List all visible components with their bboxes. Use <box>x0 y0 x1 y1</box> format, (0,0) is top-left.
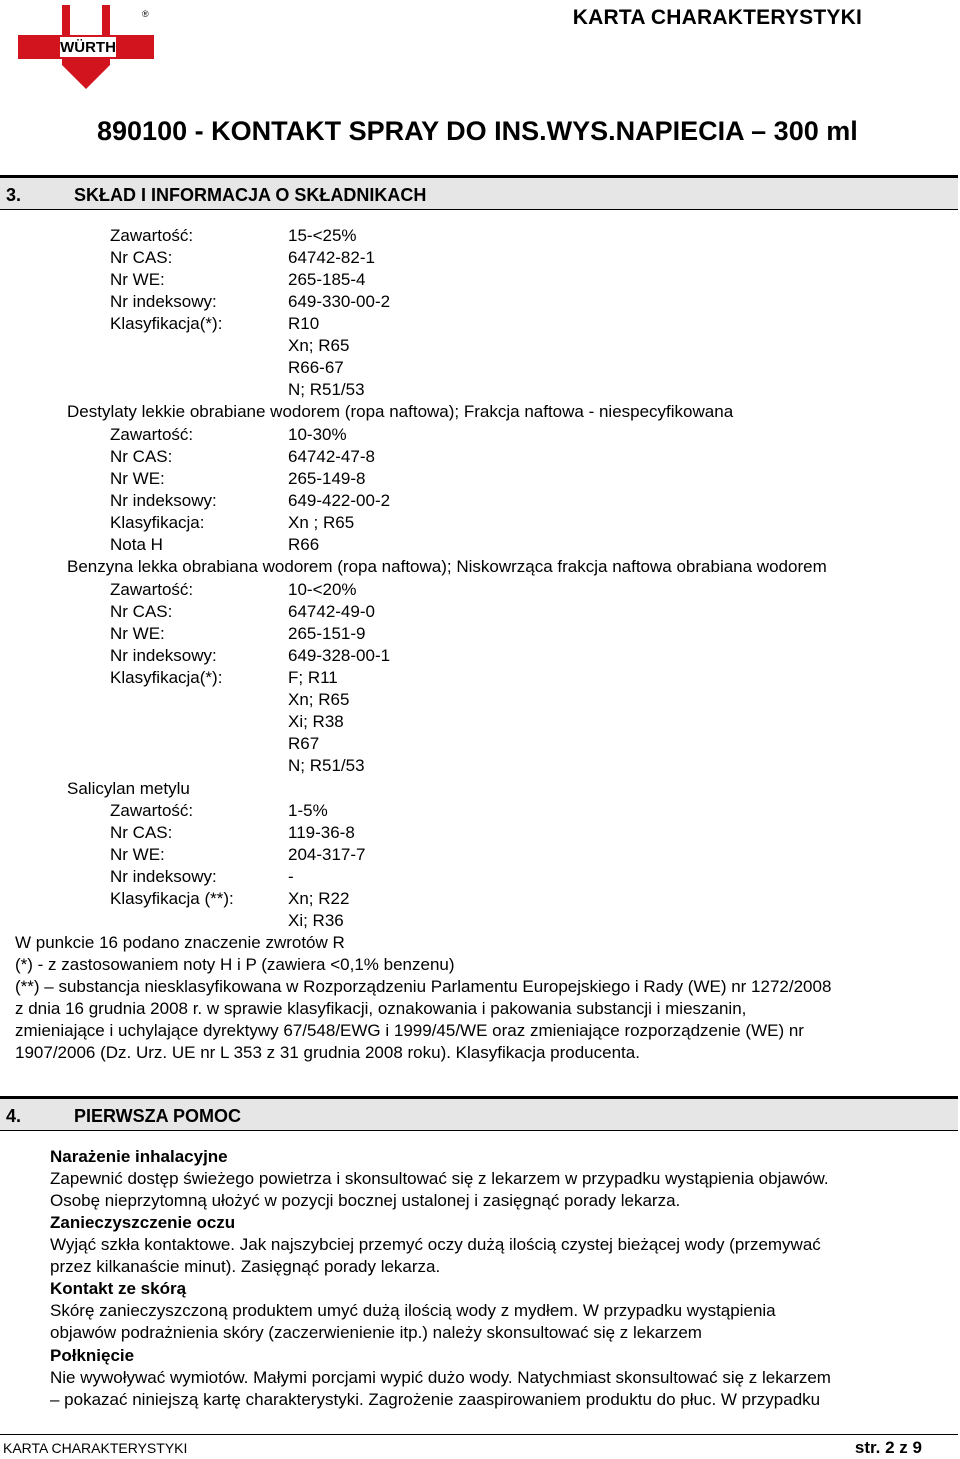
comp4-name: Salicylan metylu <box>67 779 190 798</box>
svg-text:®: ® <box>142 9 149 19</box>
comp4-value: - <box>288 867 294 886</box>
section-3-number: 3. <box>6 185 22 205</box>
comp2-value: 649-422-00-2 <box>288 491 391 510</box>
comp1-value: 265-185-4 <box>288 270 366 289</box>
comp2-label: Nr CAS: <box>110 447 173 466</box>
comp3-value: F; R11 <box>288 668 338 687</box>
comp1-extra: R66-67 <box>288 358 344 377</box>
comp1-value: 649-330-00-2 <box>288 292 391 311</box>
svg-text:WÜRTH: WÜRTH <box>60 39 116 56</box>
comp2-value: 265-149-8 <box>288 469 366 488</box>
note-line: (*) - z zastosowaniem noty H i P (zawiera <0,1% benzenu) <box>15 955 455 974</box>
comp3-label: Klasyfikacja(*): <box>110 668 223 687</box>
comp4-value: 119-36-8 <box>288 823 355 842</box>
comp3-label: Zawartość: <box>110 580 194 599</box>
comp4-label: Nr indeksowy: <box>110 867 217 886</box>
comp3-label: Nr indeksowy: <box>110 646 217 665</box>
section-divider <box>0 1130 958 1131</box>
comp1-label: Zawartość: <box>110 226 194 245</box>
comp1-value: R10 <box>288 314 320 333</box>
comp1-label: Nr indeksowy: <box>110 292 217 311</box>
comp2-label: Nota H <box>110 535 163 554</box>
skin-text: Skórę zanieczyszczoną produktem umyć dużą ilością wody z mydłem. W przypadku wystąpienia <box>50 1301 776 1320</box>
comp4-value: 204-317-7 <box>288 845 366 864</box>
note-line: W punkcie 16 podano znaczenie zwrotów R <box>15 933 345 952</box>
comp3-extra: Xi; R38 <box>288 712 344 731</box>
note-line: 1907/2006 (Dz. Urz. UE nr L 353 z 31 grudnia 2008 roku). Klasyfikacja producenta. <box>15 1043 640 1062</box>
product-title: 890100 - KONTAKT SPRAY DO INS.WYS.NAPIECIA – 300 ml <box>97 116 858 146</box>
comp2-label: Nr WE: <box>110 469 165 488</box>
comp2-label: Nr indeksowy: <box>110 491 217 510</box>
comp1-extra: N; R51/53 <box>288 380 365 399</box>
comp4-label: Nr WE: <box>110 845 165 864</box>
comp2-value: 10-30% <box>288 425 347 444</box>
eyes-heading: Zanieczyszczenie oczu <box>50 1213 236 1232</box>
footer-divider <box>0 1434 958 1435</box>
swallow-text: Nie wywoływać wymiotów. Małymi porcjami wypić dużo wody. Natychmiast skonsultować się z lekarzem <box>50 1368 831 1387</box>
skin-text: objawów podrażnienia skóry (zaczerwienienie itp.) należy skonsultować się z lekarzem <box>50 1323 702 1342</box>
comp1-label: Nr CAS: <box>110 248 173 267</box>
inhalation-heading: Narażenie inhalacyjne <box>50 1147 228 1166</box>
section-4-title: PIERWSZA POMOC <box>74 1106 242 1126</box>
footer-doc-title: KARTA CHARAKTERYSTYKI <box>3 1440 188 1456</box>
comp3-value: 649-328-00-1 <box>288 646 391 665</box>
comp3-extra: R67 <box>288 734 320 753</box>
comp3-name: Benzyna lekka obrabiana wodorem (ropa naftowa); Niskowrząca frakcja naftowa obrabiana wodorem <box>67 557 827 576</box>
swallow-heading: Połknięcie <box>50 1346 135 1365</box>
skin-heading: Kontakt ze skórą <box>50 1279 187 1298</box>
comp4-label: Nr CAS: <box>110 823 173 842</box>
comp4-value: 1-5% <box>288 801 328 820</box>
comp2-label: Zawartość: <box>110 425 194 444</box>
comp1-extra: Xn; R65 <box>288 336 350 355</box>
comp3-value: 64742-49-0 <box>288 602 375 621</box>
comp3-value: 265-151-9 <box>288 624 366 643</box>
comp3-value: 10-<20% <box>288 580 357 599</box>
section-divider <box>0 209 958 210</box>
note-line: (**) – substancja niesklasyfikowana w Rozporządzeniu Parlamentu Europejskiego i Rady (WE) nr 1272/2008 <box>15 977 832 996</box>
comp2-name: Destylaty lekkie obrabiane wodorem (ropa naftowa); Frakcja naftowa - niespecyfikowana <box>67 402 734 421</box>
comp3-label: Nr CAS: <box>110 602 173 621</box>
swallow-text: – pokazać niniejszą kartę charakterystyki. Zagrożenie zaaspirowaniem produktu do płuc. W przypadku <box>50 1390 821 1409</box>
comp4-label: Zawartość: <box>110 801 194 820</box>
comp1-value: 64742-82-1 <box>288 248 375 267</box>
document-title: KARTA CHARAKTERYSTYKI <box>572 6 862 29</box>
section-3-header <box>0 175 958 209</box>
note-line: zmieniające i uchylające dyrektywy 67/548/EWG i 1999/45/WE oraz zmieniające rozporządzenie (WE) nr <box>15 1021 804 1040</box>
section-4-number: 4. <box>6 1106 22 1126</box>
comp1-label: Nr WE: <box>110 270 165 289</box>
comp1-label: Klasyfikacja(*): <box>110 314 223 333</box>
inhalation-text: Osobę nieprzytomną ułożyć w pozycji bocznej ustalonej i zasięgnąć porady lekarza. <box>50 1191 681 1210</box>
section-4-header <box>0 1096 958 1130</box>
comp4-value: Xn; R22 <box>288 889 350 908</box>
comp3-extra: N; R51/53 <box>288 756 365 775</box>
comp2-value: Xn ; R65 <box>288 513 355 532</box>
comp3-label: Nr WE: <box>110 624 165 643</box>
comp3-extra: Xn; R65 <box>288 690 350 709</box>
page-number: str. 2 z 9 <box>854 1438 922 1457</box>
comp1-value: 15-<25% <box>288 226 357 245</box>
comp2-label: Klasyfikacja: <box>110 513 205 532</box>
comp4-label: Klasyfikacja (**): <box>110 889 234 908</box>
comp4-extra: Xi; R36 <box>288 911 344 930</box>
inhalation-text: Zapewnić dostęp świeżego powietrza i skonsultować się z lekarzem w przypadku wystąpienia objawów. <box>50 1169 829 1188</box>
eyes-text: przez kilkanaście minut). Zasięgnąć porady lekarza. <box>50 1257 441 1276</box>
comp2-value: R66 <box>288 535 320 554</box>
section-3-title: SKŁAD I INFORMACJA O SKŁADNIKACH <box>74 185 427 205</box>
comp2-value: 64742-47-8 <box>288 447 375 466</box>
eyes-text: Wyjąć szkła kontaktowe. Jak najszybciej przemyć oczy dużą ilością czystej bieżącej wody (przemywać <box>50 1235 821 1254</box>
note-line: z dnia 16 grudnia 2008 r. w sprawie klasyfikacji, oznakowania i pakowania substancji i mieszanin, <box>15 999 747 1018</box>
wurth-logo <box>18 5 154 91</box>
